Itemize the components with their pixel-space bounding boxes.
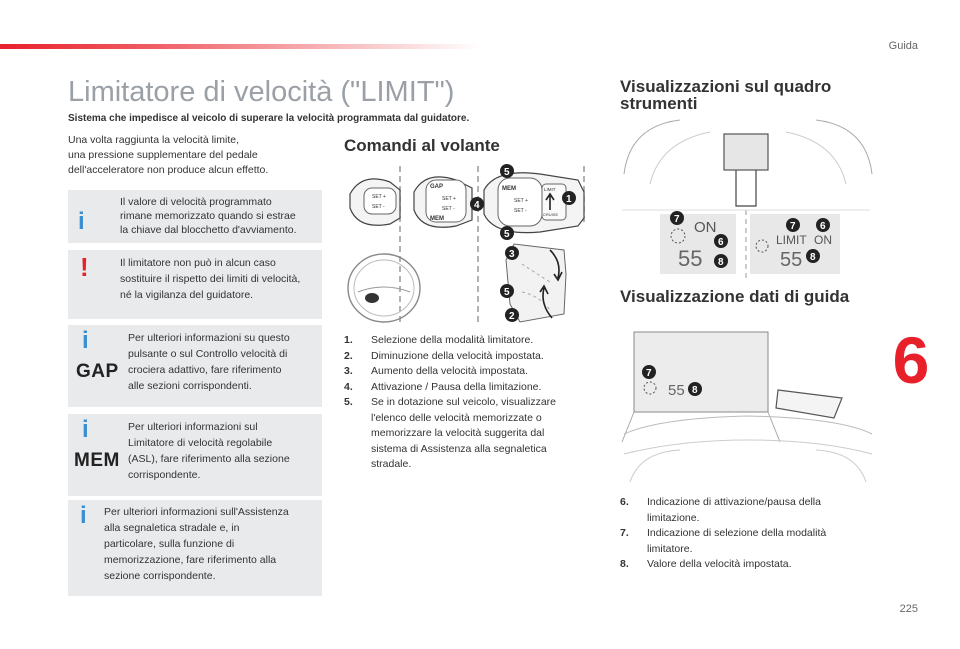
- warning-box: [68, 250, 322, 319]
- stalk-label-cruise: CRUISE: [543, 212, 559, 217]
- legend-item: 7. Indicazione di selezione della modalità limitatore.: [620, 527, 827, 555]
- callout-7: [786, 218, 800, 232]
- header-accent-bar: [0, 44, 480, 49]
- driving-data-heading: Visualizzazione dati di guida: [620, 287, 850, 306]
- callout-7: [670, 211, 684, 225]
- callout-6: [714, 234, 728, 248]
- stalk-label-gap: GAP: [430, 184, 444, 190]
- page-number: 225: [899, 603, 918, 615]
- mem-button-icon: MEM: [74, 450, 120, 471]
- stalk-label-set-plus: SET +: [372, 194, 386, 200]
- warning-icon: !: [80, 252, 89, 282]
- gap-button-icon: GAP: [76, 361, 119, 382]
- info-box-text: Per ulteriori informazioni sull'Assistenza alla segnaletica stradale e, in particolare, sulla funzione di memorizzazione, fare riferimento alla sezione corrispondente.: [104, 506, 289, 582]
- legend-item: 1. Selezione della modalità limitatore.: [344, 334, 534, 346]
- stalk-label-set-minus: SET -: [514, 208, 527, 214]
- stalk-label-mem: MEM: [502, 186, 516, 192]
- svg-text:1: 1: [566, 194, 572, 205]
- svg-text:4: 4: [474, 200, 480, 211]
- stalk-label-limit: LIMIT: [544, 187, 556, 192]
- svg-text:7: 7: [674, 214, 680, 225]
- legend-item: 6. Indicazione di attivazione/pausa della limitazione.: [620, 496, 821, 524]
- warning-box-text: Il limitatore non può in alcun caso sostituire il rispetto dei limiti di velocità, né la vigilanza del guidatore.: [120, 257, 301, 301]
- svg-text:3: 3: [509, 249, 515, 260]
- info-icon: i: [78, 208, 85, 235]
- hand-icon: [365, 293, 379, 303]
- svg-text:5: 5: [504, 229, 510, 240]
- callout-8: [806, 249, 820, 263]
- callout-3: [505, 246, 519, 260]
- stalk-label-set-plus: SET +: [442, 196, 456, 202]
- callout-5: [500, 164, 514, 178]
- info-icon: i: [82, 416, 89, 443]
- instrument-cluster-figure: [620, 114, 876, 284]
- info-box-traffic-sign: [68, 500, 322, 596]
- limiter-mode: LIMIT: [776, 233, 807, 247]
- section-name: Guida: [888, 40, 918, 52]
- legend-item: 2. Diminuzione della velocità impostata.: [344, 349, 544, 362]
- controls-legend: [344, 333, 594, 473]
- legend-item: 4. Attivazione / Pausa della limitazione.: [344, 380, 542, 393]
- callout-8: [714, 254, 728, 268]
- callout-5: [500, 284, 514, 298]
- svg-text:5: 5: [504, 287, 510, 298]
- info-box-key-memory: [68, 190, 322, 243]
- info-box-mem: [68, 414, 322, 496]
- stalk-label-set-minus: SET -: [372, 204, 385, 210]
- svg-text:6: 6: [718, 237, 724, 248]
- callout-1: [562, 191, 576, 205]
- limiter-state: ON: [814, 233, 832, 247]
- stalk-label-set-plus: SET +: [514, 198, 528, 204]
- limiter-state: ON: [694, 219, 717, 236]
- callout-4: [470, 197, 484, 211]
- page-title: Limitatore di velocità ("LIMIT"): [68, 76, 455, 108]
- chapter-number: 6: [892, 323, 930, 397]
- callout-8: [688, 382, 702, 396]
- set-speed-value: 55: [678, 246, 703, 271]
- svg-text:6: 6: [820, 221, 826, 232]
- instruments-heading: Visualizzazioni sul quadro strumenti: [620, 77, 832, 113]
- info-icon: i: [82, 327, 89, 354]
- controls-heading: Comandi al volante: [344, 136, 500, 155]
- info-box-text: Per ulteriori informazioni sul Limitatore di velocità regolabile (ASL), fare riferimento alla sezione corrispondente.: [128, 421, 290, 481]
- callout-5: [500, 226, 514, 240]
- info-box-text: Per ulteriori informazioni su questo pulsante o sul Controllo velocità di crociera adattivo, fare riferimento alle sezioni corrispondenti.: [128, 332, 290, 392]
- callout-6: [816, 218, 830, 232]
- legend-item: 8. Valore della velocità impostata.: [620, 558, 792, 570]
- page-subtitle: Sistema che impedisce al veicolo di superare la velocità programmata dal guidatore.: [68, 113, 470, 124]
- svg-text:8: 8: [718, 257, 724, 268]
- set-speed-value: 55: [668, 382, 685, 399]
- driving-data-legend: [620, 495, 870, 573]
- set-speed-value: 55: [780, 249, 803, 271]
- legend-item: 5. Se in dotazione sul veicolo, visualizzare l'elenco delle velocità memorizzate o memorizzare la velocità suggerita dal sistema di Assistenza alla segnaletica stradale.: [344, 396, 557, 470]
- info-icon: i: [80, 502, 87, 529]
- info-box-text: Il valore di velocità programmato rimane memorizzato quando si estrae la chiave dal blocchetto d'avviamento.: [120, 196, 297, 236]
- callout-2: [505, 308, 519, 322]
- driving-data-figure: [620, 322, 876, 490]
- svg-text:7: 7: [646, 368, 652, 379]
- svg-text:5: 5: [504, 167, 510, 178]
- svg-text:7: 7: [790, 221, 796, 232]
- svg-text:8: 8: [692, 385, 698, 396]
- stalk-label-set-minus: SET -: [442, 206, 455, 212]
- steering-controls-figure: [344, 164, 600, 330]
- svg-text:8: 8: [810, 252, 816, 263]
- svg-text:2: 2: [509, 311, 515, 322]
- info-box-gap: [68, 325, 322, 407]
- stalk-label-mem: MEM: [430, 216, 444, 222]
- callout-7: [642, 365, 656, 379]
- legend-item: 3. Aumento della velocità impostata.: [344, 365, 529, 377]
- intro-paragraph: Una volta raggiunta la velocità limite, una pressione supplementare del pedale dell'acceleratore non produce alcun effetto.: [68, 134, 269, 176]
